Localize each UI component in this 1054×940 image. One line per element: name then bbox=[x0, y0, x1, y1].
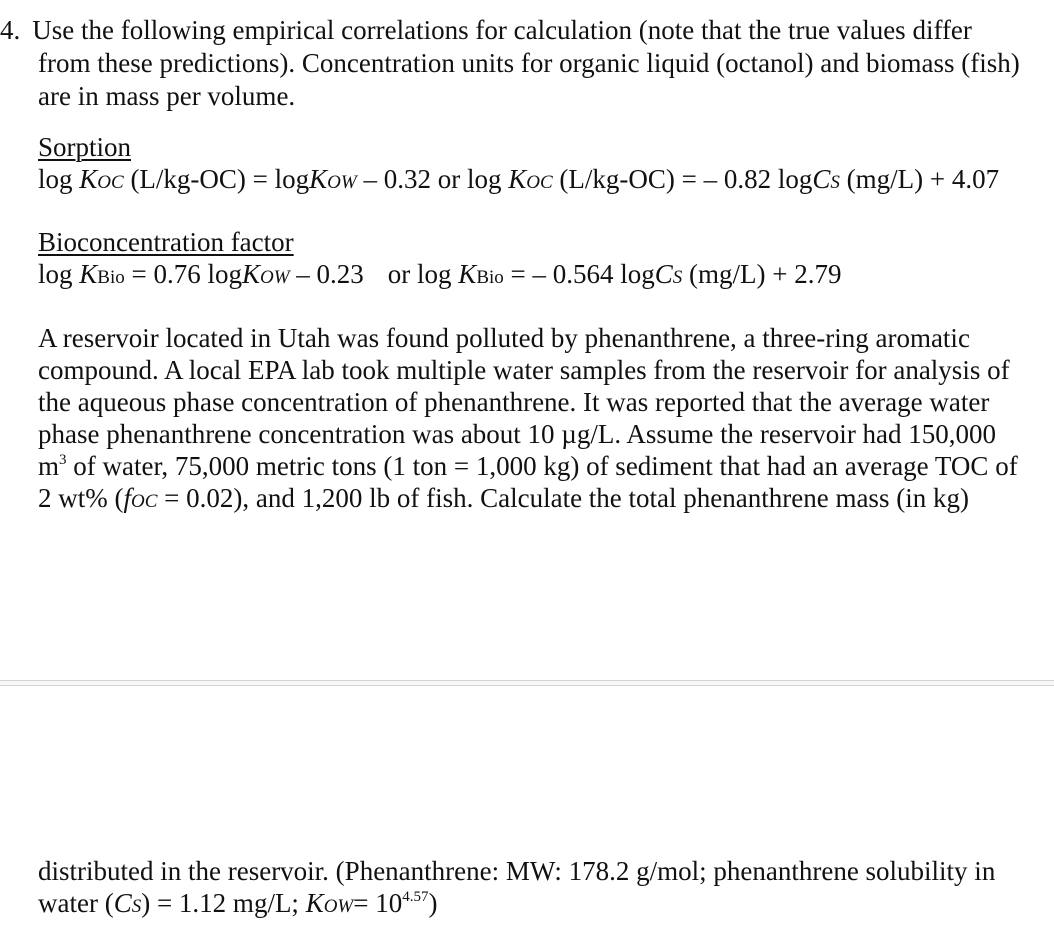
question-intro-3: are in mass per volume. bbox=[38, 81, 296, 111]
problem-line-1: A reservoir located in Utah was found polluted by phenanthrene, a three-ring aromatic bbox=[38, 323, 970, 353]
problem-line-5: $m^3$ of water, 75,000 metric tons (1 ton = 1,000 kg) of sediment that had an average TOC of bbox=[38, 451, 1018, 481]
problem-line-4: phase phenanthrene concentration was about 10 µg/L. Assume the reservoir had 150,000 bbox=[38, 419, 997, 449]
problem-line-3: the aqueous phase concentration of phenanthrene. It was reported that the average water bbox=[38, 387, 990, 417]
bcf-equations: log KBio = 0.76 logKOW – 0.23 or log KBio = – 0.564 logCS (mg/L) + 2.79 bbox=[38, 259, 842, 289]
sorption-equations: log KOC (L/kg-OC) = logKOW – 0.32 or log KOC (L/kg-OC) = – 0.82 logCS (mg/L) + 4.07 bbox=[38, 164, 1000, 194]
question-number: 4. bbox=[0, 15, 21, 45]
bcf-heading: Bioconcentration factor bbox=[38, 227, 294, 257]
sorption-heading: Sorption bbox=[38, 132, 132, 162]
page-break-divider bbox=[0, 680, 1054, 686]
continued-line-2: water (CS) = 1.12 mg/L; $KOW= 10^{4.57}$) bbox=[38, 888, 438, 918]
problem-line-6: 2 wt% (fOC = 0.02), and 1,200 lb of fish. Calculate the total phenanthrene mass (in kg) bbox=[38, 483, 969, 513]
problem-line-2: compound. A local EPA lab took multiple water samples from the reservoir for analysis of bbox=[38, 355, 1010, 385]
question-intro-1: Use the following empirical correlations for calculation (note that the true values differ bbox=[32, 15, 972, 45]
continued-line-1: distributed in the reservoir. (Phenanthrene: MW: 178.2 g/mol; phenanthrene solubility in bbox=[38, 856, 996, 886]
question-intro-2: from these predictions). Concentration units for organic liquid (octanol) and biomass (fish) bbox=[38, 48, 1020, 78]
question-line-1 bbox=[0, 14, 972, 46]
